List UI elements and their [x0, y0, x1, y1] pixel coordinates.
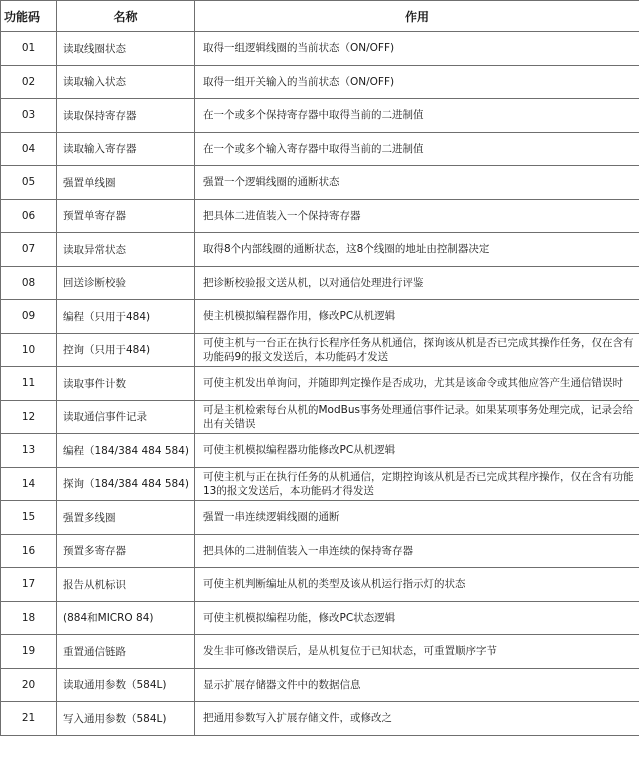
function-name-cell: 读取事件计数 — [57, 367, 195, 401]
function-code-cell: 12 — [1, 400, 57, 434]
table-body — [1, 32, 639, 736]
function-description-cell: 可使主机发出单询问，并随即判定操作是否成功，尤其是该命令或其他应答产生通信错误时 — [195, 367, 639, 401]
table-row — [1, 32, 639, 66]
function-description-cell: 可使主机与一台正在执行长程序任务从机通信，探询该从机是否已完成其操作任务，仅在含有功能码9的报文发送后，本功能码才发送 — [195, 333, 639, 367]
table-row — [1, 333, 639, 367]
function-code-cell: 18 — [1, 601, 57, 635]
table-row — [1, 300, 639, 334]
function-description-cell: 可是主机检索每台从机的ModBus事务处理通信事件记录。如果某项事务处理完成，记录会给出有关错误 — [195, 400, 639, 434]
function-code-cell: 08 — [1, 266, 57, 300]
table-row — [1, 534, 639, 568]
function-name-cell: 回送诊断校验 — [57, 266, 195, 300]
function-code-cell: 11 — [1, 367, 57, 401]
function-name-cell: 强置多线圈 — [57, 501, 195, 535]
function-name-cell: 报告从机标识 — [57, 568, 195, 602]
function-name-cell: 读取保持寄存器 — [57, 99, 195, 133]
table-row — [1, 199, 639, 233]
function-code-cell: 20 — [1, 668, 57, 702]
function-code-cell: 01 — [1, 32, 57, 66]
function-description-cell: 把诊断校验报文送从机，以对通信处理进行评鉴 — [195, 266, 639, 300]
function-name-cell: 读取通信事件记录 — [57, 400, 195, 434]
function-name-cell: 读取异常状态 — [57, 233, 195, 267]
function-description-cell: 可使主机与正在执行任务的从机通信，定期控询该从机是否已完成其程序操作，仅在含有功能13的报文发送后，本功能码才得发送 — [195, 467, 639, 501]
function-code-cell: 17 — [1, 568, 57, 602]
table-row — [1, 233, 639, 267]
function-description-cell: 可使主机判断编址从机的类型及该从机运行指示灯的状态 — [195, 568, 639, 602]
table-row — [1, 400, 639, 434]
function-name-cell: (884和MICRO 84) — [57, 601, 195, 635]
table-header — [1, 1, 639, 32]
function-code-cell: 07 — [1, 233, 57, 267]
function-name-cell: 探询（184/384 484 584) — [57, 467, 195, 501]
table-row — [1, 467, 639, 501]
function-code-cell: 03 — [1, 99, 57, 133]
function-description-cell: 取得一组开关输入的当前状态（ON/OFF) — [195, 65, 639, 99]
table-row — [1, 635, 639, 669]
function-name-cell: 读取通用参数（584L) — [57, 668, 195, 702]
function-code-cell: 15 — [1, 501, 57, 535]
function-code-cell: 19 — [1, 635, 57, 669]
function-description-cell: 在一个或多个保持寄存器中取得当前的二进制值 — [195, 99, 639, 133]
table-row — [1, 601, 639, 635]
function-name-cell: 编程（184/384 484 584) — [57, 434, 195, 468]
header-function-code: 功能码 — [1, 1, 57, 32]
function-code-cell: 16 — [1, 534, 57, 568]
table-row — [1, 132, 639, 166]
function-name-cell: 写入通用参数（584L) — [57, 702, 195, 736]
table-row — [1, 166, 639, 200]
function-description-cell: 发生非可修改错误后，是从机复位于已知状态，可重置顺序字节 — [195, 635, 639, 669]
function-code-cell: 05 — [1, 166, 57, 200]
function-description-cell: 使主机模拟编程器作用，修改PC从机逻辑 — [195, 300, 639, 334]
table-row — [1, 65, 639, 99]
table-row — [1, 99, 639, 133]
function-code-cell: 13 — [1, 434, 57, 468]
function-name-cell: 预置多寄存器 — [57, 534, 195, 568]
table-row — [1, 702, 639, 736]
function-name-cell: 编程（只用于484) — [57, 300, 195, 334]
function-name-cell: 重置通信链路 — [57, 635, 195, 669]
function-name-cell: 读取输入状态 — [57, 65, 195, 99]
header-row — [1, 1, 639, 32]
function-name-cell: 读取线圈状态 — [57, 32, 195, 66]
function-description-cell: 取得一组逻辑线圈的当前状态（ON/OFF) — [195, 32, 639, 66]
function-description-cell: 取得8个内部线圈的通断状态，这8个线圈的地址由控制器决定 — [195, 233, 639, 267]
function-code-cell: 02 — [1, 65, 57, 99]
table-row — [1, 568, 639, 602]
function-description-cell: 可使主机模拟编程功能，修改PC状态逻辑 — [195, 601, 639, 635]
header-description: 作用 — [195, 1, 639, 32]
header-name: 名称 — [57, 1, 195, 32]
function-code-cell: 09 — [1, 300, 57, 334]
function-code-cell: 21 — [1, 702, 57, 736]
table-row — [1, 367, 639, 401]
function-code-cell: 04 — [1, 132, 57, 166]
function-code-cell: 06 — [1, 199, 57, 233]
function-name-cell: 读取输入寄存器 — [57, 132, 195, 166]
table-row — [1, 434, 639, 468]
function-description-cell: 可使主机模拟编程器功能修改PC从机逻辑 — [195, 434, 639, 468]
function-description-cell: 显示扩展存储器文件中的数据信息 — [195, 668, 639, 702]
function-description-cell: 把具体的二进制值装入一串连续的保持寄存器 — [195, 534, 639, 568]
function-description-cell: 强置一个逻辑线圈的通断状态 — [195, 166, 639, 200]
function-name-cell: 强置单线圈 — [57, 166, 195, 200]
function-name-cell: 控询（只用于484) — [57, 333, 195, 367]
function-code-cell: 10 — [1, 333, 57, 367]
table-row — [1, 668, 639, 702]
table-row — [1, 501, 639, 535]
function-description-cell: 强置一串连续逻辑线圈的通断 — [195, 501, 639, 535]
table-row — [1, 266, 639, 300]
function-description-cell: 把通用参数写入扩展存储文件，或修改之 — [195, 702, 639, 736]
function-description-cell: 在一个或多个输入寄存器中取得当前的二进制值 — [195, 132, 639, 166]
function-description-cell: 把具体二进值装入一个保持寄存器 — [195, 199, 639, 233]
function-code-cell: 14 — [1, 467, 57, 501]
function-name-cell: 预置单寄存器 — [57, 199, 195, 233]
